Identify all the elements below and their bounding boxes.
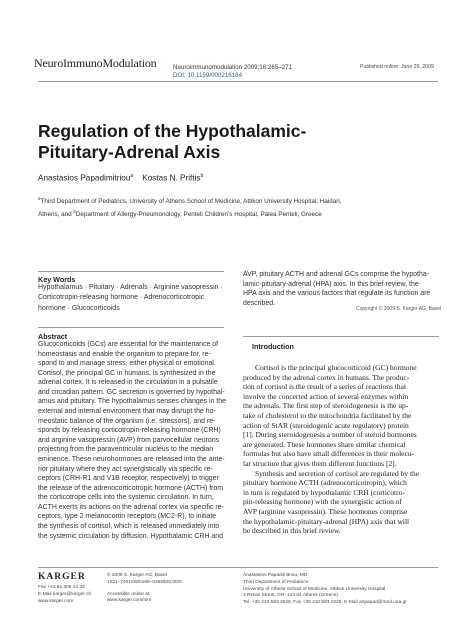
abstract-line: external and internal environment that may disrupt the ho-	[38, 408, 216, 416]
keywords-line: hormone · Glucocorticoids	[38, 304, 120, 312]
abstract-cont-line: HPA axis and the various factors that regulate its function are	[243, 290, 431, 298]
intro-line: pin-releasing hormone) with the synergistic action of	[243, 497, 402, 507]
intro-line: pituitary hormone ACTH (adrenocorticotropin), which	[243, 478, 407, 488]
abstract-continued	[243, 270, 439, 308]
corr-address: 1 Rimini Street, GR–124 64 Athens (Greece)	[243, 593, 338, 599]
abstract-line: the systemic circulation by diffusion. Hypothalamic CRH and	[38, 532, 223, 540]
author-2: Kostas N. Priftis	[142, 173, 201, 183]
intro-line: [1]. During steroidogenesis a number of steroid hormones	[243, 430, 417, 440]
publisher-email[interactable]: E-Mail karger@karger.ch	[38, 591, 92, 597]
header-divider	[38, 81, 438, 82]
introduction-heading: Introduction	[252, 342, 294, 351]
abstract-line: the release of the adrenocorticotropic hormone (ACTH) from	[38, 484, 224, 492]
abstract-line: the corticotrope cells into the systemic circulation. In turn,	[38, 494, 214, 502]
correspondence-block	[243, 573, 407, 607]
intro-line: be described in this brief review.	[243, 526, 341, 536]
abstract-cont-line: lamic-pituitary-adrenal (HPA) axis. In this brief review, the	[243, 280, 419, 288]
doi-link[interactable]: DOI: 10.1159/000216184	[173, 72, 243, 79]
keywords-line: Corticotropin-releasing hormone · Adrenocorticotropic	[38, 294, 205, 302]
copyright-line: © 2009 S. Karger AG, Basel	[107, 573, 167, 578]
abstract-line: Glucocorticoids (GCs) are essential for the maintenance of	[38, 341, 219, 348]
introduction-divider	[243, 336, 439, 337]
abstract-line: amus and pituitary. The hypothalamus senses changes in the	[38, 398, 226, 406]
affil-line-2a: Athens, and	[38, 210, 74, 218]
footer-divider	[38, 567, 438, 568]
abstract-line: sponds by releasing corticotropin-releasing hormone (CRH)	[38, 427, 221, 435]
citation: Neuroimmunomodulation 2009;16:265–271	[173, 64, 293, 71]
corr-dept: Third Department of Pediatrics	[243, 579, 309, 585]
article-title	[38, 121, 358, 163]
affil-line-2b: Department of Allergy-Pneumonology, Penteli Children’s Hospital, Palea Penteli, Greece	[75, 210, 322, 218]
abstract-heading: Abstract	[38, 332, 68, 341]
affiliations	[38, 194, 438, 219]
journal-logo: NeuroImmunoModulation	[34, 56, 157, 70]
abstract-line: the synthesis of cortisol, which is released immediately into	[38, 522, 220, 530]
intro-line: involve the concerted action of several enzymes within	[243, 391, 409, 401]
intro-line: Synthesis and secretion of cortisol are regulated by the	[255, 468, 420, 478]
intro-line: the hypothalamic-pituitary-adrenal (HPA) axis that will	[243, 516, 410, 526]
intro-line: are generated. These hormones share similar chemical	[243, 439, 406, 449]
abstract-line: rior pituitary where they act synergistically via specific re-	[38, 465, 213, 473]
abstract-line: meostatic balance of the organism (i.e. stressors), and re-	[38, 417, 216, 425]
corr-contact: Tel. +30 210 583 2046, Fax +30 210 583 2229, E-Mail anpapad@med.uoa.gr	[243, 600, 407, 606]
intro-line: lar structure that gives them different functions [2].	[243, 458, 397, 468]
abstract-line: spond to and manage stress, either physical or emotional.	[38, 360, 216, 368]
keywords-heading: Key Words	[38, 275, 76, 284]
intro-line: produced by the adrenal cortex in humans. The produc-	[243, 372, 410, 382]
author-2-sup: b	[200, 173, 204, 179]
intro-line: tion of cortisol is the result of a series of reactions that	[243, 382, 407, 392]
affil-b-sup: b	[73, 208, 76, 214]
intro-line: AVP (arginine vasopressin). These hormones comprise	[243, 506, 408, 516]
corr-name: Anastasios Papadimitriou, MD	[243, 573, 308, 578]
copyright-block	[107, 573, 182, 605]
abstract-cont-line: AVP, pituitary ACTH and adrenal GCs comprise the hypotha-	[243, 271, 429, 278]
abstract-line: homeostasis and enable the organism to prepare for, re-	[38, 350, 211, 358]
publisher-website[interactable]: www.karger.com	[38, 598, 74, 604]
corr-institution: University of Athens School of Medicine, Attikon University Hospital	[243, 586, 386, 592]
introduction-text	[243, 363, 439, 536]
keywords-list	[38, 283, 228, 314]
author-1-sup: a	[130, 173, 134, 179]
author-1: Anastasios Papadimitriou	[38, 173, 131, 183]
abstract-line: Cortisol, the principal GC in humans, is synthesized in the	[38, 369, 216, 377]
issn-line: 1021–7401/09/0165–0265$26.00/0	[107, 579, 182, 585]
affil-a-sup: a	[38, 196, 41, 201]
intro-line: take of cholesterol to the mitochondria facilitated by the	[243, 410, 412, 420]
abstract-line: ceptors, type 2 melanocortin receptors (MC2-R), to initiate	[38, 513, 217, 521]
publisher-contact	[38, 585, 91, 605]
abstract-line: eminence. These neurohormones are released into the ante-	[38, 455, 225, 463]
intro-line: the adrenals. The first step of steroidogenesis is the up-	[243, 401, 409, 411]
intro-line: in turn is regulated by hypothalamic CRH (corticotro-	[243, 487, 405, 497]
citation-block	[173, 64, 292, 80]
abstract-line: ceptors (CRH-R1 and V1B receptor, respectively) to trigger	[38, 475, 219, 483]
published-date: Published online: June 29, 2009	[360, 64, 434, 70]
abstract-copyright: Copyright © 2009 S. Karger AG, Basel	[356, 306, 442, 312]
publisher-fax: Fax +41 61 306 12 34	[38, 585, 85, 590]
abstract-line: projecting from the paraventricular nucleus to the median	[38, 446, 214, 454]
title-line-1: Regulation of the Hypothalamic-	[38, 121, 307, 141]
abstract-divider	[38, 327, 224, 328]
access-label: Accessible online at:	[107, 591, 151, 597]
intro-line: action of StAR (steroidogenic acute regulatory) protein	[243, 420, 409, 430]
access-url[interactable]: www.karger.com/nim	[107, 598, 152, 604]
abstract-line: and arginine vasopressin (AVP) from parvocellular neurons	[38, 436, 220, 444]
intro-line: Cortisol is the principal glucocorticoid (GC) hormone	[255, 363, 417, 372]
abstract-line: ACTH exerts its actions on the adrenal cortex via specific re-	[38, 503, 224, 511]
publisher-logo: KARGER	[38, 572, 86, 582]
abstract-line: adrenal cortex. It is released in the circulation in a pulsatile	[38, 379, 218, 387]
intro-line: formulas but also have small differences in their molecu-	[243, 449, 415, 459]
abstract-line: and circadian pattern. GC secretion is governed by hypothal-	[38, 388, 225, 396]
abstract-cont-line: described.	[243, 299, 276, 307]
affil-line-1: Third Department of Pediatrics, University of Athens School of Medicine, Attikon University Hospital, Haidari,	[40, 198, 342, 206]
keywords-line: Hypothalamus · Pituitary · Adrenals · Arginine vasopressin ·	[38, 284, 223, 291]
title-line-2: Pituitary-Adrenal Axis	[38, 142, 221, 162]
authors	[38, 173, 203, 183]
keywords-divider	[38, 271, 224, 272]
abstract-text	[38, 340, 228, 541]
